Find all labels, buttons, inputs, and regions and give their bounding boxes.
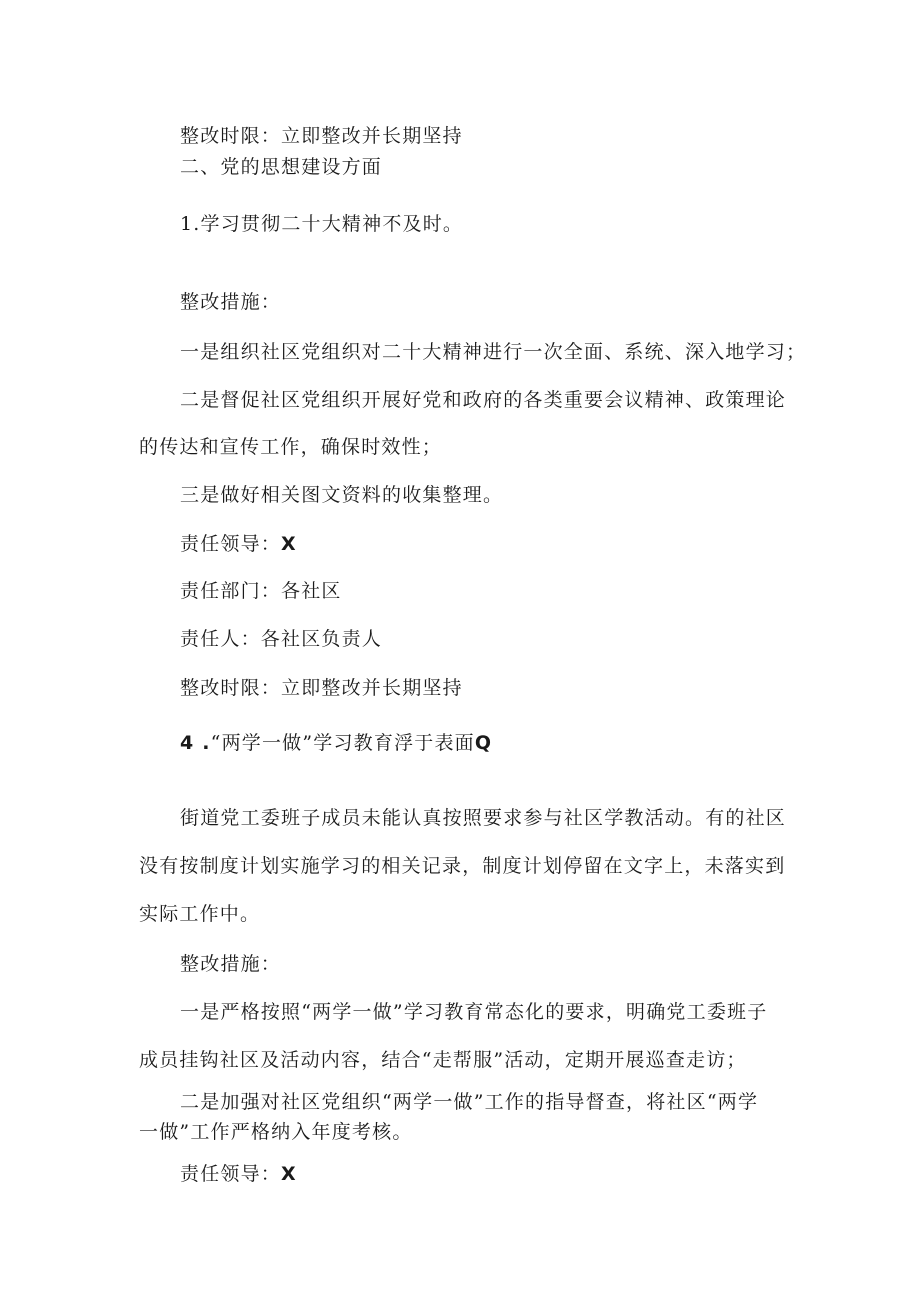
responsible-leader-label: 责任领导： — [180, 533, 282, 555]
responsible-leader-1 — [180, 532, 297, 556]
section-heading-ideology: 二、党的思想建设方面 — [180, 156, 383, 178]
issue-number: 4 . — [180, 732, 211, 754]
responsible-leader-value: X — [281, 1163, 297, 1185]
responsible-leader-value: X — [281, 533, 297, 555]
deadline-line-1: 整改时限：立即整改并长期坚持 — [180, 125, 463, 147]
responsible-leader-2 — [180, 1162, 297, 1186]
issue-description-2: 没有按制度计划实施学习的相关记录，制度计划停留在文字上，未落实到 — [139, 855, 786, 877]
measure-1-2a: 二是督促社区党组织开展好党和政府的各类重要会议精神、政策理论 — [180, 389, 787, 411]
measures-label-1: 整改措施： — [180, 291, 282, 313]
responsible-department-1: 责任部门：各社区 — [180, 580, 342, 602]
issue-suffix: Q — [474, 732, 493, 754]
issue-heading-4 — [180, 731, 492, 755]
issue-description-1: 街道党工委班子成员未能认真按照要求参与社区学教活动。有的社区 — [180, 807, 787, 829]
measure-1-3: 三是做好相关图文资料的收集整理。 — [180, 484, 504, 506]
measure-2-2b: 一做”工作严格纳入年度考核。 — [139, 1121, 413, 1143]
measure-2-2a: 二是加强对社区党组织“两学一做”工作的指导督查，将社区“两学 — [180, 1091, 759, 1113]
issue-heading-1: 1.学习贯彻二十大精神不及时。 — [180, 213, 464, 235]
deadline-line-2: 整改时限：立即整改并长期坚持 — [180, 677, 463, 699]
issue-description-3: 实际工作中。 — [139, 903, 261, 925]
measure-2-1b: 成员挂钩社区及活动内容，结合“走帮服”活动，定期开展巡查走访； — [139, 1049, 747, 1071]
measure-1-2b: 的传达和宣传工作，确保时效性； — [139, 436, 443, 458]
measure-1-1: 一是组织社区党组织对二十大精神进行一次全面、系统、深入地学习； — [180, 341, 807, 363]
measures-label-2: 整改措施： — [180, 953, 282, 975]
responsible-person-1: 责任人：各社区负责人 — [180, 628, 383, 650]
issue-title: “两学一做”学习教育浮于表面 — [210, 732, 475, 754]
responsible-leader-label: 责任领导： — [180, 1163, 282, 1185]
measure-2-1a: 一是严格按照“两学一做”学习教育常态化的要求，明确党工委班子 — [180, 1001, 768, 1023]
